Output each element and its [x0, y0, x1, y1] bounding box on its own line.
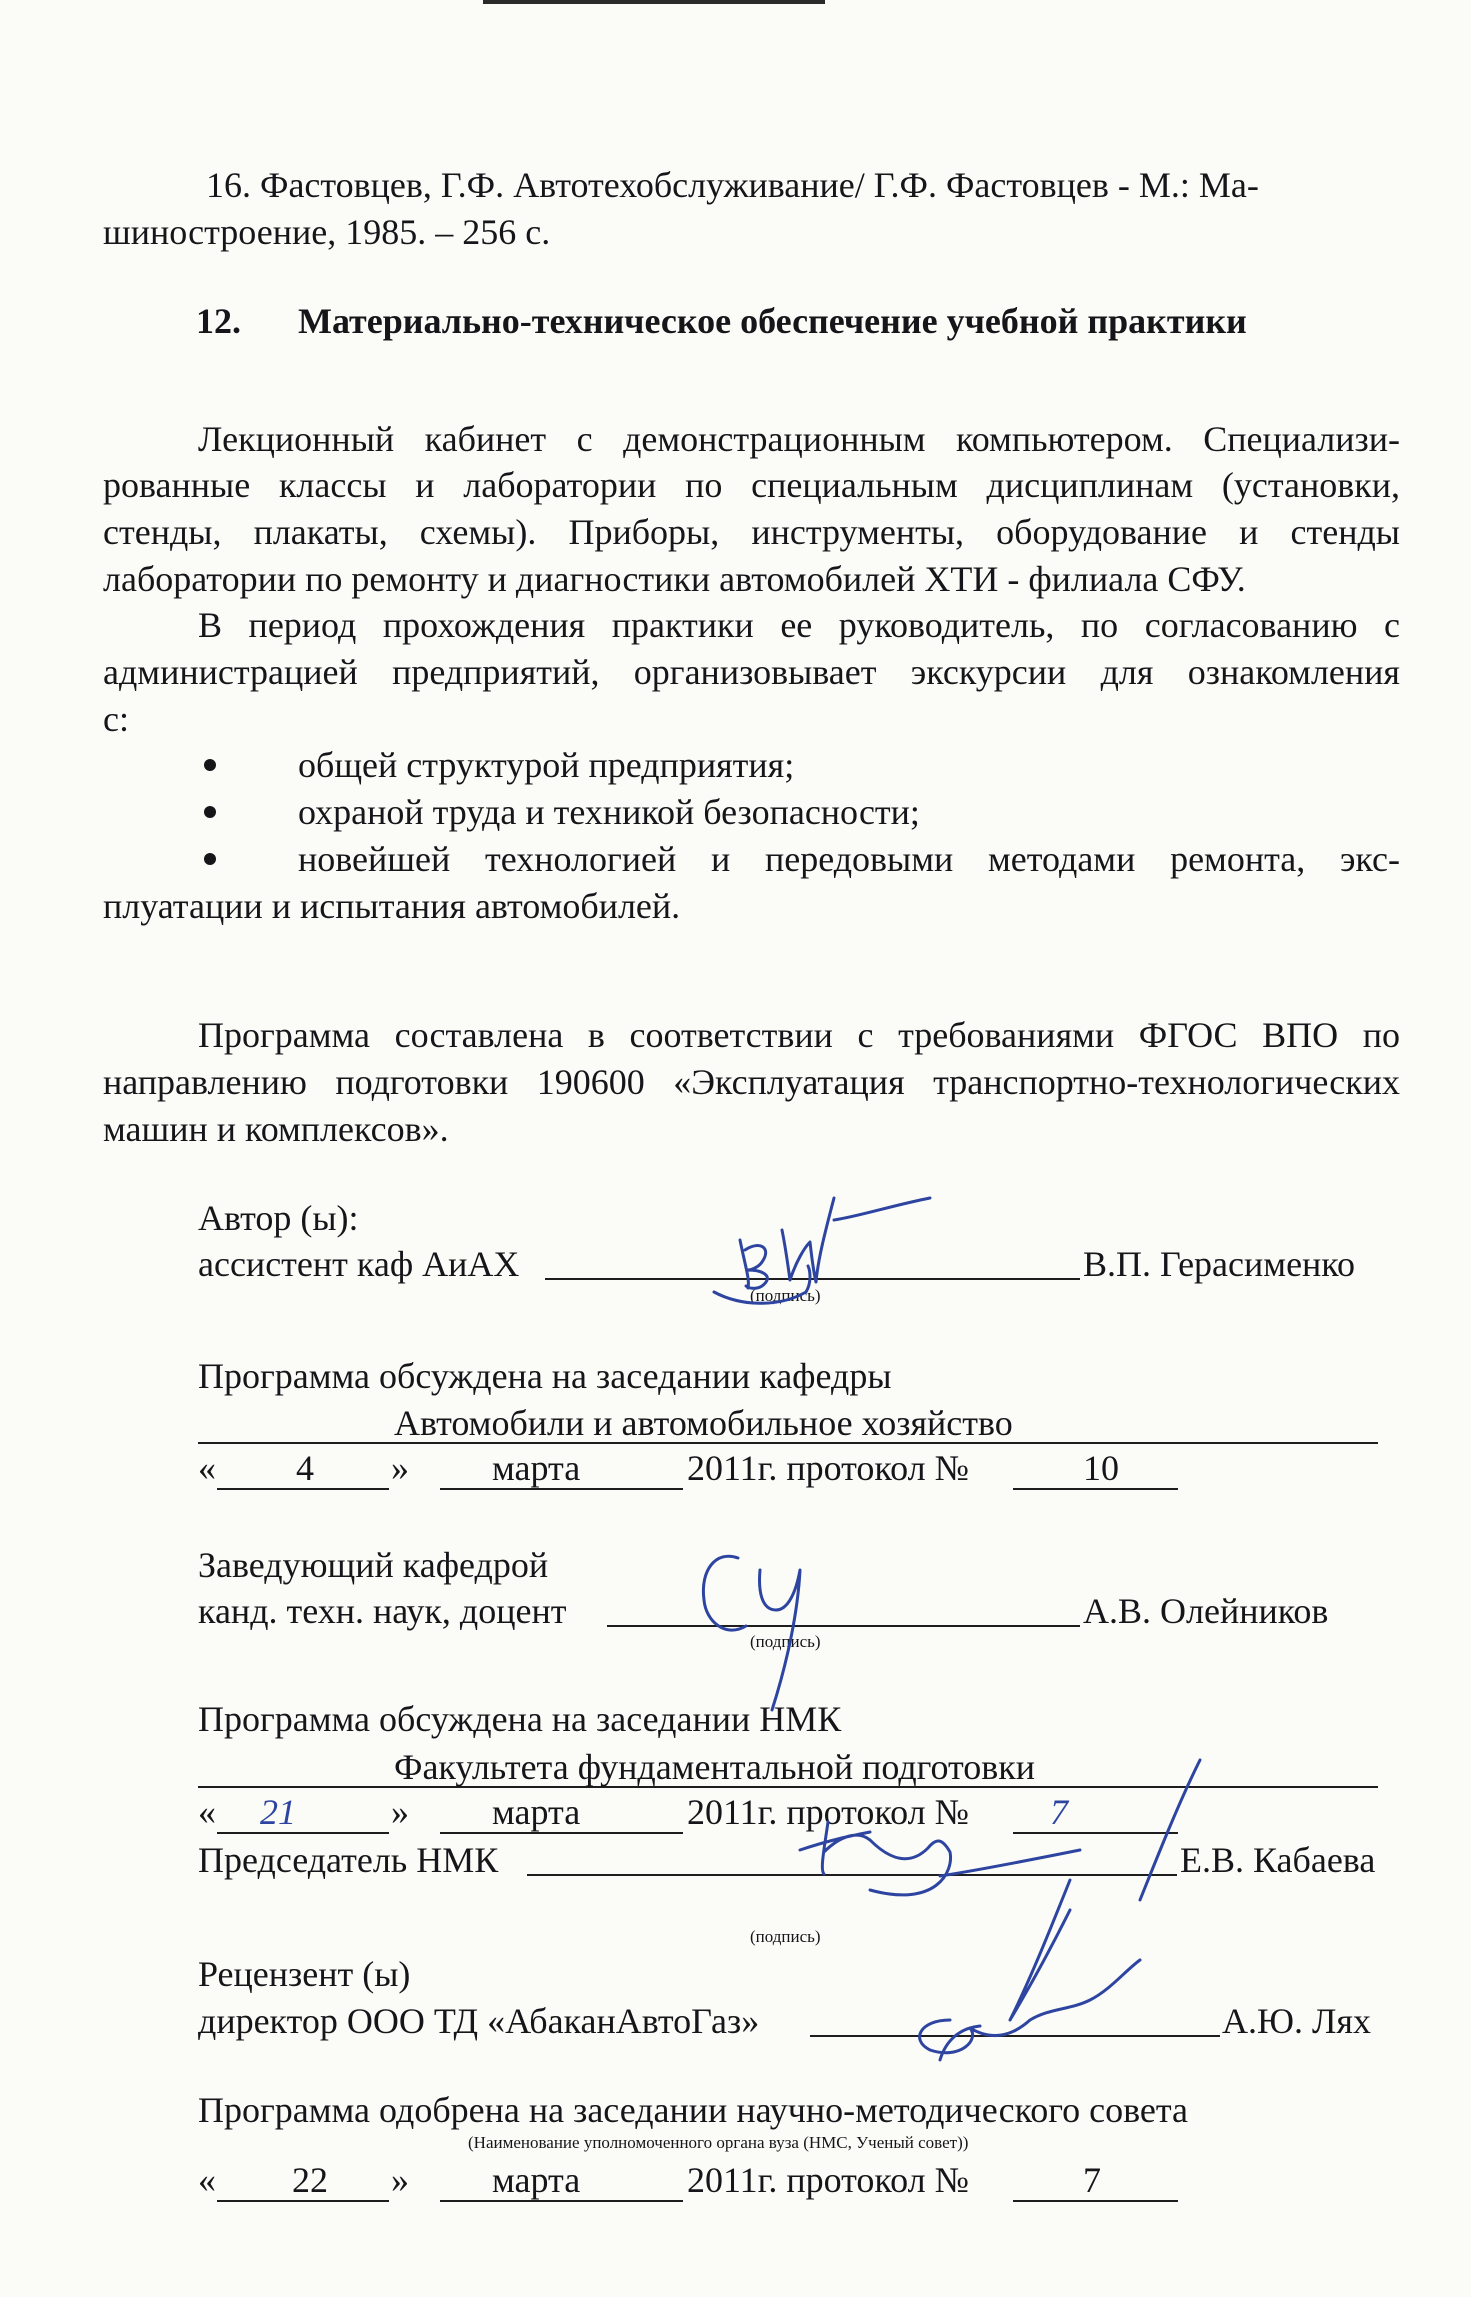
council-year-protocol: 2011г. протокол № [687, 2160, 969, 2200]
department-meeting-year-protocol: 2011г. протокол № [687, 1448, 969, 1488]
quote-open: « [198, 1792, 216, 1832]
council-day: 22 [292, 2160, 328, 2200]
head-title: Заведующий кафедрой [198, 1545, 549, 1585]
author-heading: Автор (ы): [198, 1198, 359, 1238]
section-title: Материально-техническое обеспечение учебной практики [298, 301, 1247, 341]
reviewer-name: А.Ю. Лях [1222, 2001, 1371, 2041]
paragraph1-line-4: лаборатории по ремонту и диагностики автомобилей ХТИ - филиала СФУ. [103, 559, 1246, 599]
paragraph2-line-2: администрацией предприятий, организовывает экскурсии для ознакомления [103, 652, 1400, 692]
bullet-item: общей структурой предприятия; [298, 745, 795, 785]
author-name: В.П. Герасименко [1083, 1244, 1355, 1284]
nmk-meeting-year-protocol: 2011г. протокол № [687, 1792, 969, 1832]
bullet-item: охраной труда и техникой безопасности; [298, 792, 920, 832]
reference-line-1: 16. Фастовцев, Г.Ф. Автотехобслуживание/ Г.Ф. Фастовцев - М.: Ма- [206, 165, 1259, 205]
nmk-signature-caption: (подпись) [750, 1927, 821, 1946]
head-signature-caption: (подпись) [750, 1632, 821, 1651]
bullet-marker [204, 853, 216, 865]
department-meeting-day: 4 [296, 1448, 314, 1488]
head-name: А.В. Олейников [1083, 1591, 1329, 1631]
council-protocol: 7 [1083, 2160, 1101, 2200]
council-caption: (Наименование уполномоченного органа вуза (НМС, Ученый совет)) [468, 2133, 969, 2152]
council-heading: Программа одобрена на заседании научно-методического совета [198, 2090, 1189, 2130]
quote-open: « [198, 2160, 216, 2200]
quote-close: » [391, 1792, 409, 1832]
nmk-meeting-month: марта [492, 1792, 581, 1832]
nmk-chair-label: Председатель НМК [198, 1840, 499, 1880]
department-name: Автомобили и автомобильное хозяйство [394, 1403, 1013, 1443]
bullet-item: новейшей технологией и передовыми методами ремонта, экс- [298, 839, 1400, 879]
bullet-marker [204, 759, 216, 771]
reviewer-heading: Рецензент (ы) [198, 1954, 411, 1994]
reviewer-position: директор ООО ТД «АбаканАвтоГаз» [198, 2001, 760, 2041]
bullet-continuation: плуатации и испытания автомобилей. [103, 886, 681, 926]
nmk-faculty: Факультета фундаментальной подготовки [394, 1747, 1036, 1787]
council-month: марта [492, 2160, 581, 2200]
author-signature-caption: (подпись) [750, 1286, 821, 1305]
program-note-line-2: направлению подготовки 190600 «Эксплуатация транспортно-технологических [103, 1062, 1400, 1102]
nmk-chair-name: Е.В. Кабаева [1180, 1840, 1376, 1880]
nmk-day-handwriting [250, 1788, 350, 1838]
section-number: 12. [196, 301, 241, 341]
reviewer-signature [890, 1870, 1180, 2080]
head-degree: канд. техн. наук, доцент [198, 1591, 567, 1631]
program-note-line-3: машин и комплексов». [103, 1109, 449, 1149]
author-position: ассистент каф АиАХ [198, 1244, 520, 1284]
paragraph1-line-2: рованные классы и лаборатории по специальным дисциплинам (установки, [103, 465, 1400, 505]
department-meeting-heading: Программа обсуждена на заседании кафедры [198, 1356, 892, 1396]
paragraph1-line-3: стенды, плакаты, схемы). Приборы, инструменты, оборудование и стенды [103, 512, 1400, 552]
department-meeting-protocol: 10 [1083, 1448, 1119, 1488]
nmk-meeting-protocol: 7 [1050, 1792, 1068, 1832]
nmk-meeting-day: 21 [260, 1792, 296, 1832]
bullet-marker [204, 806, 216, 818]
nmk-meeting-heading: Программа обсуждена на заседании НМК [198, 1699, 842, 1739]
scan-edge-mark [483, 0, 825, 4]
paragraph1-line-1: Лекционный кабинет с демонстрационным компьютером. Специализи- [198, 419, 1400, 459]
paragraph2-line-1: В период прохождения практики ее руководитель, по согласованию с [198, 605, 1400, 645]
quote-close: » [391, 2160, 409, 2200]
author-signature [700, 1170, 940, 1320]
program-note-line-1: Программа составлена в соответствии с требованиями ФГОС ВПО по [198, 1015, 1400, 1055]
reference-line-2: шиностроение, 1985. – 256 с. [103, 212, 551, 252]
quote-close: » [391, 1448, 409, 1488]
quote-open: « [198, 1448, 216, 1488]
department-meeting-month: марта [492, 1448, 581, 1488]
paragraph2-line-3: с: [103, 699, 129, 739]
